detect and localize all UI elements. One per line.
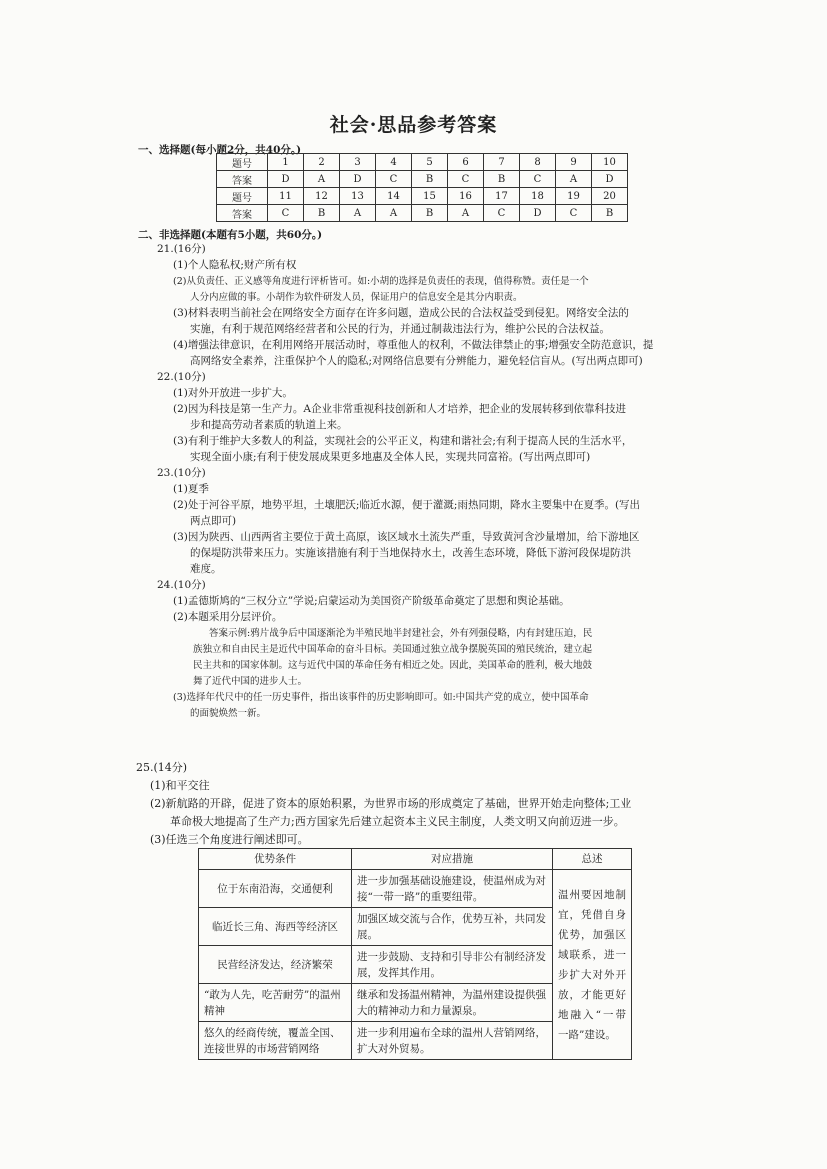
- table-cell: C: [484, 205, 520, 222]
- table-cell: 15: [412, 188, 448, 205]
- answer-line: (1)个人隐私权;财产所有权: [173, 259, 297, 271]
- table-row: [217, 171, 628, 188]
- answer-line: (2)因为科技是第一生产力。A企业非常重视科技创新和人才培养，把企业的发展转移到依靠科技进: [173, 403, 626, 415]
- table-cell: 9: [556, 154, 592, 171]
- answer-line: 的保堤防洪带来压力。实施该措施有利于当地保持水土，改善生态环境，降低下游河段保堤防洪: [190, 547, 631, 559]
- table-header-row: [199, 849, 632, 870]
- answer-line: (3)任选三个角度进行阐述即可。: [150, 833, 309, 846]
- answer-line: 人分内应做的事。小胡作为软件研发人员，保证用户的信息安全是其分内职责。: [190, 292, 523, 303]
- table-cell: 3: [340, 154, 376, 171]
- wenzhou-advantage-table: [198, 848, 632, 1060]
- table-cell: 位于东南沿海，交通便利: [199, 870, 352, 908]
- answer-line: (1)孟德斯鸠的“三权分立”学说;启蒙运动为美国资产阶级革命奠定了思想和舆论基础。: [173, 595, 570, 607]
- table-cell: 18: [520, 188, 556, 205]
- question-21-heading: 21.(16分): [157, 243, 206, 255]
- table-cell: 加强区域交流与合作，优势互补，共同发展。: [352, 908, 553, 946]
- table-cell: 民营经济发达，经济繁荣: [199, 946, 352, 984]
- table-cell: 10: [592, 154, 628, 171]
- answer-line: 的面貌焕然一新。: [190, 708, 267, 719]
- table-cell: C: [520, 171, 556, 188]
- table-cell: 继承和发扬温州精神，为温州建设提供强大的精神动力和力量源泉。: [352, 984, 553, 1022]
- table-cell: B: [412, 171, 448, 188]
- table-cell: 答案: [217, 171, 268, 188]
- table-cell: 11: [268, 188, 304, 205]
- table-cell: 题号: [217, 188, 268, 205]
- table-cell: C: [448, 171, 484, 188]
- table-cell: A: [556, 171, 592, 188]
- table-cell: 2: [304, 154, 340, 171]
- page-title: 社会·思品参考答案: [329, 114, 498, 136]
- table-cell: D: [268, 171, 304, 188]
- question-22-heading: 22.(10分): [157, 371, 206, 383]
- table-cell: 7: [484, 154, 520, 171]
- answer-line: (2)从负责任、正义感等角度进行评析皆可。如:小胡的选择是负责任的表现，值得称赞。责任是一个: [173, 276, 589, 287]
- table-cell: B: [484, 171, 520, 188]
- answer-line: (1)对外开放进一步扩大。: [173, 387, 293, 399]
- table-cell: 19: [556, 188, 592, 205]
- table-row: [217, 154, 628, 171]
- table-cell: D: [340, 171, 376, 188]
- table-cell: 进一步鼓励、支持和引导非公有制经济发展，发挥其作用。: [352, 946, 553, 984]
- table-row: [199, 870, 632, 908]
- answer-line: 舞了近代中国的进步人士。: [193, 676, 308, 687]
- table-cell: 6: [448, 154, 484, 171]
- answer-line: (3)因为陕西、山西两省主要位于黄土高原，该区域水土流失严重，导致黄河含沙量增加，给下游地区: [173, 531, 640, 543]
- table-cell: 4: [376, 154, 412, 171]
- table-header: 对应措施: [352, 849, 553, 870]
- summary-cell: 温州要因地制宜，凭借自身优势，加强区域联系，进一步扩大对外开放，才能更好地融入“一带一路”建设。: [553, 870, 632, 1060]
- table-cell: 进一步加强基础设施建设，使温州成为对接“一带一路”的重要纽带。: [352, 870, 553, 908]
- table-cell: “敢为人先，吃苦耐劳”的温州精神: [199, 984, 352, 1022]
- table-cell: C: [268, 205, 304, 222]
- answer-line: (2)处于河谷平原，地势平坦，土壤肥沃;临近水源，便于灌溉;雨热同期，降水主要集中在夏季。(写出: [173, 499, 641, 511]
- table-cell: A: [340, 205, 376, 222]
- table-cell: A: [304, 171, 340, 188]
- table-header: 优势条件: [199, 849, 352, 870]
- table-cell: 14: [376, 188, 412, 205]
- question-23-heading: 23.(10分): [157, 467, 206, 479]
- table-row: [217, 188, 628, 205]
- table-cell: 悠久的经商传统，覆盖全国、连接世界的市场营销网络: [199, 1022, 352, 1060]
- table-cell: D: [520, 205, 556, 222]
- table-cell: B: [592, 205, 628, 222]
- answer-line: (1)和平交往: [150, 779, 210, 792]
- answer-line: 两点即可): [190, 515, 237, 527]
- answer-line: (3)材料表明当前社会在网络安全方面存在许多问题，造成公民的合法权益受到侵犯。网络安全法的: [173, 307, 629, 319]
- table-cell: A: [448, 205, 484, 222]
- answer-line: 革命极大地提高了生产力;西方国家先后建立起资本主义民主制度，人类文明又向前迈进一步。: [170, 815, 625, 828]
- answer-line: 难度。: [190, 563, 222, 575]
- table-cell: 答案: [217, 205, 268, 222]
- table-cell: 8: [520, 154, 556, 171]
- table-cell: A: [376, 205, 412, 222]
- answer-line: (2)新航路的开辟，促进了资本的原始积累，为世界市场的形成奠定了基础，世界开始走向整体;工业: [150, 797, 632, 810]
- answer-line: 高网络安全素养，注重保护个人的隐私;对网络信息要有分辨能力，避免轻信盲从。(写出两点即可): [190, 355, 643, 367]
- table-cell: 17: [484, 188, 520, 205]
- answer-line: (4)增强法律意识，在利用网络开展活动时，尊重他人的权利，不做法律禁止的事;增强安全防范意识，提: [173, 339, 654, 351]
- table-cell: 20: [592, 188, 628, 205]
- table-cell: C: [556, 205, 592, 222]
- table-cell: 13: [340, 188, 376, 205]
- choice-answer-table: [216, 153, 628, 222]
- table-cell: D: [592, 171, 628, 188]
- answer-line: 答案示例:鸦片战争后中国逐渐沦为半殖民地半封建社会，外有列强侵略，内有封建压迫，民: [209, 628, 593, 639]
- section-nonchoice-heading: 二、非选择题(本题有5小题，共60分。): [138, 229, 323, 241]
- table-cell: B: [412, 205, 448, 222]
- section-choice-heading: 一、选择题(每小题2分，共40分。): [138, 144, 302, 156]
- answer-line: 实现全面小康;有利于使发展成果更多地惠及全体人民，实现共同富裕。(写出两点即可): [190, 451, 591, 463]
- answer-line: (3)有利于维护大多数人的利益，实现社会的公平正义，构建和谐社会;有利于提高人民的生活水平，: [173, 435, 633, 447]
- table-cell: 临近长三角、海西等经济区: [199, 908, 352, 946]
- answer-line: (3)选择年代尺中的任一历史事件，指出该事件的历史影响即可。如:中国共产党的成立，使中国革命: [173, 692, 589, 703]
- table-cell: 5: [412, 154, 448, 171]
- table-cell: 进一步利用遍布全球的温州人营销网络，扩大对外贸易。: [352, 1022, 553, 1060]
- answer-line: 族独立和自由民主是近代中国革命的奋斗目标。美国通过独立战争摆脱英国的殖民统治，建立起: [193, 644, 593, 655]
- table-cell: 16: [448, 188, 484, 205]
- question-25-heading: 25.(14分): [136, 761, 188, 774]
- table-cell: 题号: [217, 154, 268, 171]
- question-24-heading: 24.(10分): [157, 579, 206, 591]
- table-cell: C: [376, 171, 412, 188]
- table-cell: 1: [268, 154, 304, 171]
- answer-line: (1)夏季: [173, 483, 209, 495]
- answer-line: 民主共和的国家体制。这与近代中国的革命任务有相近之处。因此，美国革命的胜利，极大地鼓: [193, 660, 593, 671]
- table-header: 总述: [553, 849, 632, 870]
- table-cell: B: [304, 205, 340, 222]
- answer-line: (2)本题采用分层评价。: [173, 611, 283, 623]
- table-row: [217, 205, 628, 222]
- table-cell: 12: [304, 188, 340, 205]
- answer-line: 实施，有利于规范网络经营者和公民的行为，并通过制裁违法行为，维护公民的合法权益。: [190, 323, 610, 335]
- answer-line: 步和提高劳动者素质的轨道上来。: [190, 419, 348, 431]
